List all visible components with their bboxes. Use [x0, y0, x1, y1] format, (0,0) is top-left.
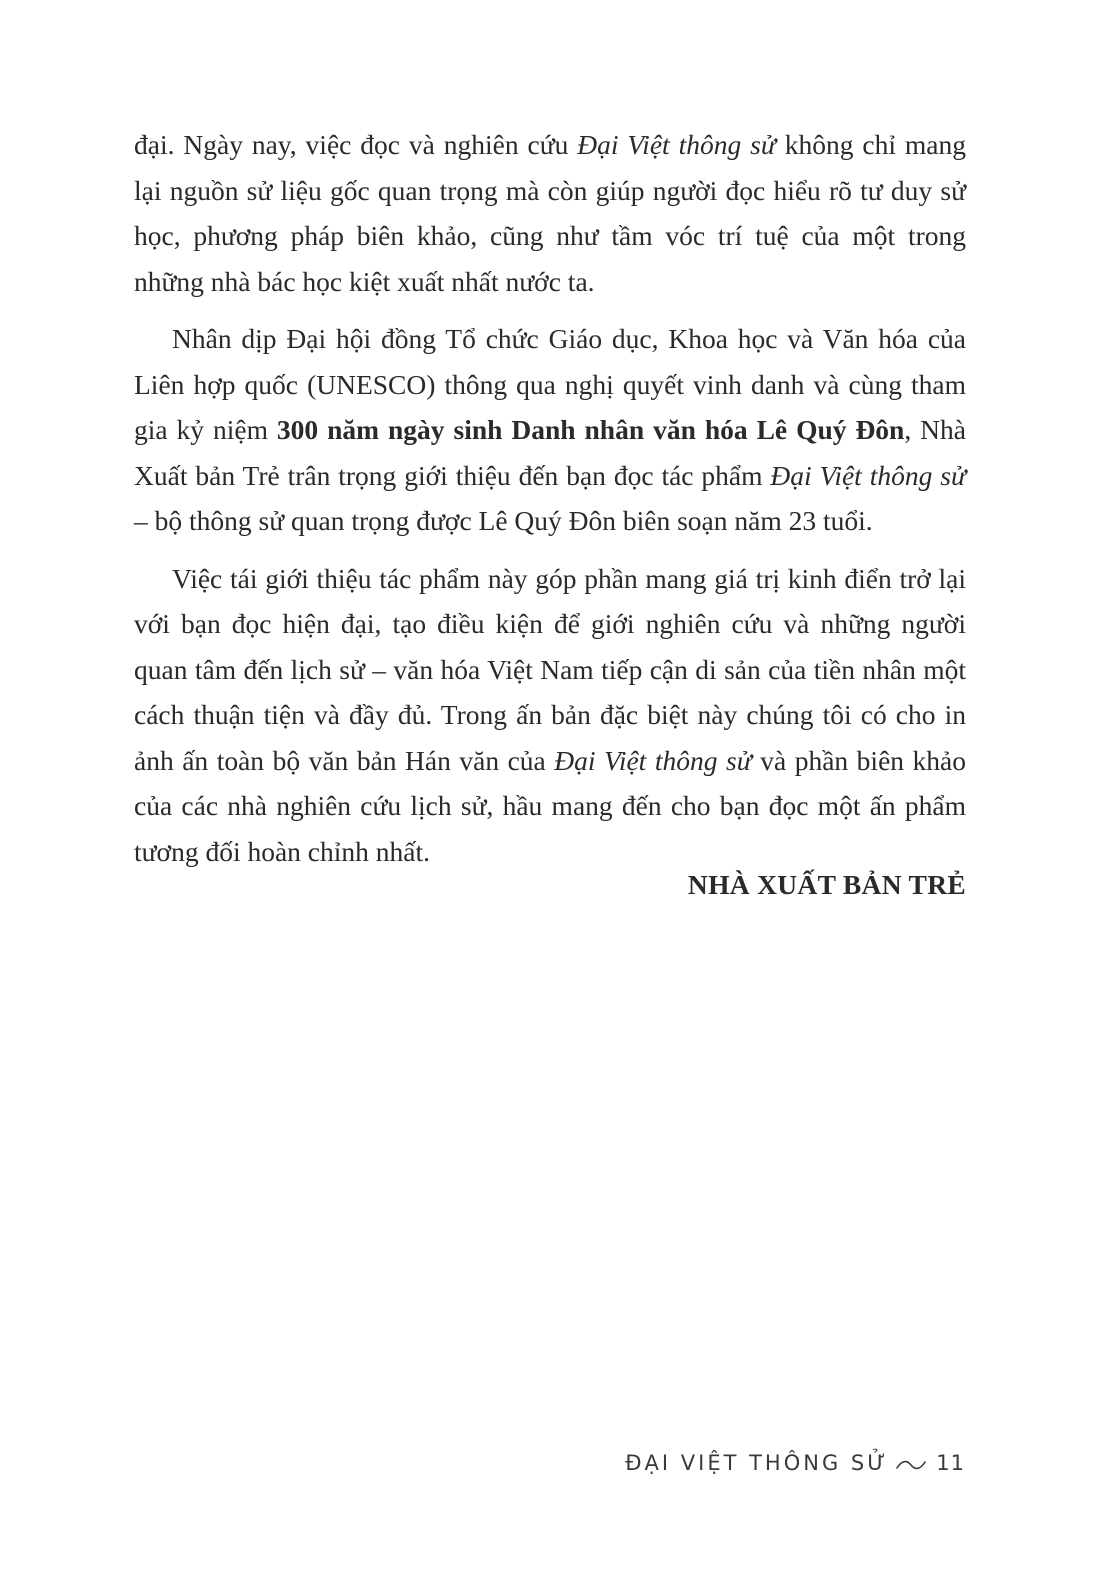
paragraph-2-text-c: – bộ thông sử quan trọng được Lê Quý Đôn biên soạn năm 23 tuổi. — [134, 505, 873, 536]
running-title: ĐẠI VIỆT THÔNG SỬ — [625, 1451, 889, 1475]
publisher-signature: NHÀ XUẤT BẢN TRẺ — [687, 869, 966, 900]
book-title-italic: Đại Việt thông sử — [554, 744, 752, 776]
body-text — [134, 122, 966, 886]
paragraph-3-text-b: và phần biên khảo của các nhà nghiên cứu lịch sử, hầu mang đến cho bạn đọc một ấn phẩm tương đối hoàn chỉnh nhất. — [134, 744, 966, 867]
paragraph-1-text-a: đại. Ngày nay, việc đọc và nghiên cứu — [134, 129, 578, 160]
paragraph-1-text-b: không chỉ mang lại nguồn sử liệu gốc quan trọng mà còn giúp người đọc hiểu rõ tư duy sử học, phương pháp biên khảo, cũng như tầm vóc trí tuệ của một trong những nhà bác học kiệt xuất nhất nước ta. — [134, 129, 966, 297]
running-footer — [625, 1448, 965, 1478]
paragraph-2 — [134, 316, 966, 544]
paragraph-2-text-b: , Nhà Xuất bản Trẻ trân trọng giới thiệu đến bạn đọc tác phẩm — [134, 414, 966, 491]
paragraph-3-text-a: Việc tái giới thiệu tác phẩm này góp phần mang giá trị kinh điển trở lại với bạn đọc hiện đại, tạo điều kiện để giới nghiên cứu và những người quan tâm đến lịch sử – văn hóa Việt Nam tiếp cận di sản của tiền nhân một cách thuận tiện và đầy đủ. Trong ấn bản đặc biệt này chúng tôi có cho in ảnh ấn toàn bộ văn bản Hán văn của — [134, 562, 966, 776]
anniversary-bold: 300 năm ngày sinh Danh nhân văn hóa Lê Quý Đôn — [276, 414, 905, 445]
book-title-italic: Đại Việt thông sử — [577, 129, 776, 160]
tilde-icon — [896, 1458, 926, 1472]
page-number: 11 — [936, 1451, 965, 1475]
paragraph-2-text-a: Nhân dịp Đại hội đồng Tổ chức Giáo dục, Khoa học và Văn hóa của Liên hợp quốc (UNESCO) thông qua nghị quyết vinh danh và cùng tham gia kỷ niệm — [134, 323, 966, 445]
paragraph-3 — [134, 556, 966, 875]
book-title-italic: Đại Việt thông sử — [770, 459, 966, 491]
paragraph-1 — [134, 122, 966, 304]
